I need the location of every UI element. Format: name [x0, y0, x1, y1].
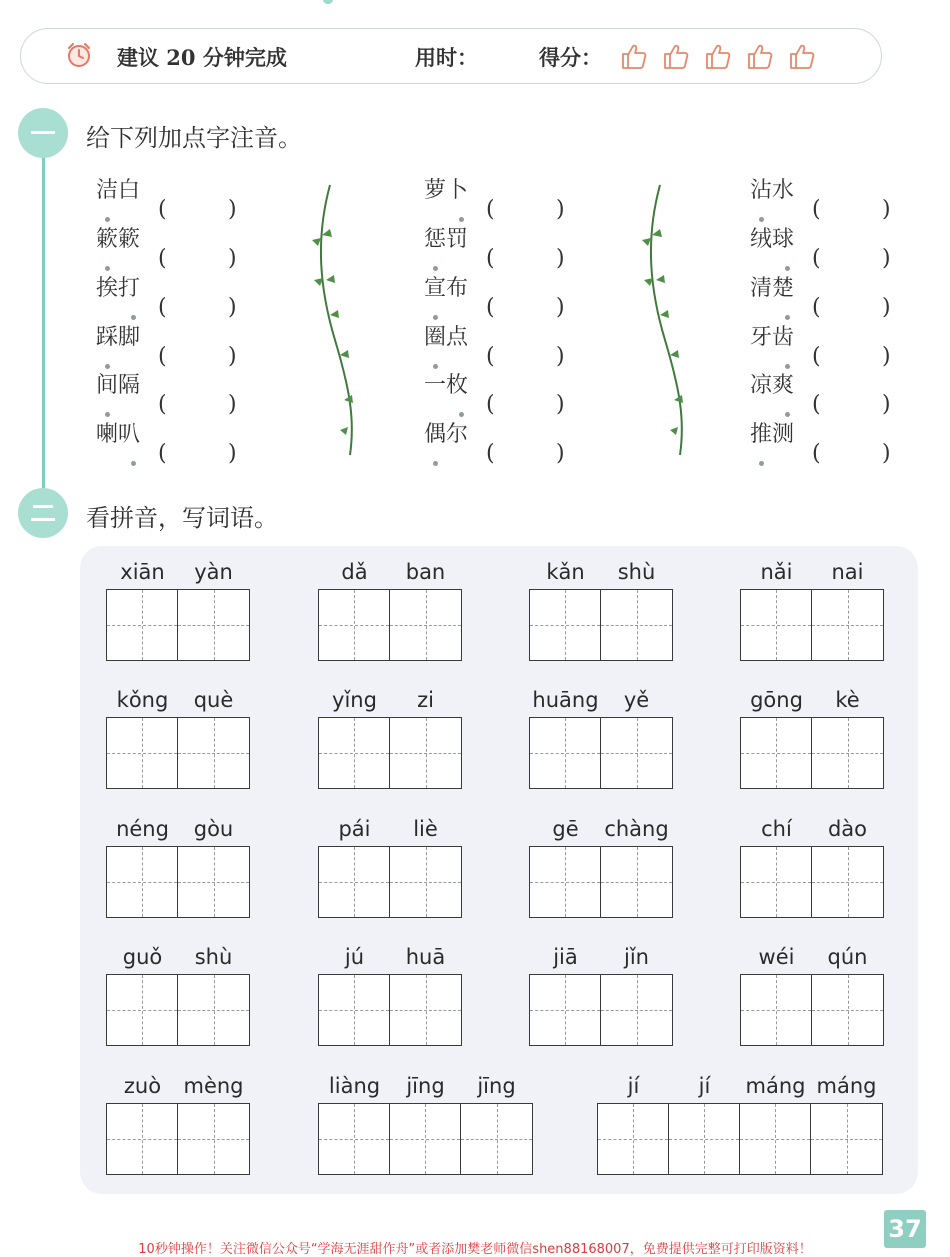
- target-word: 一枚: [424, 373, 469, 398]
- tian-cell[interactable]: [319, 590, 390, 660]
- tian-cell[interactable]: [178, 1104, 249, 1174]
- pinyin-label: gē: [552, 817, 579, 841]
- close-paren: ): [882, 295, 891, 320]
- writing-grid[interactable]: [597, 1103, 883, 1175]
- close-paren: ): [228, 295, 237, 320]
- close-paren: ): [556, 344, 565, 369]
- score-label: 得分：: [539, 45, 602, 70]
- pinyin-label: pái: [338, 817, 371, 841]
- word-item: [96, 173, 238, 222]
- time-suggestion: 建议 20 分钟完成: [117, 45, 287, 70]
- pinyin-label: jí: [627, 1074, 640, 1098]
- tian-cell[interactable]: [107, 975, 178, 1045]
- tian-cell[interactable]: [601, 590, 672, 660]
- tian-cell[interactable]: [107, 718, 178, 788]
- tian-cell[interactable]: [812, 718, 883, 788]
- pinyin-label: nǎi: [760, 560, 793, 584]
- writing-grid[interactable]: [740, 846, 884, 918]
- word-item: [424, 271, 566, 320]
- emphasis-dot: [131, 461, 136, 466]
- page-number: 37: [884, 1210, 926, 1248]
- open-paren: (: [158, 441, 167, 466]
- target-word: 牙齿: [750, 325, 795, 350]
- open-paren: (: [486, 197, 495, 222]
- target-word: 凉爽: [750, 373, 795, 398]
- tian-cell[interactable]: [741, 718, 812, 788]
- pinyin-label: shù: [617, 560, 656, 584]
- writing-grid[interactable]: [318, 1103, 533, 1175]
- close-paren: ): [882, 344, 891, 369]
- pinyin-label: néng: [116, 817, 169, 841]
- emphasis-dot: [759, 461, 764, 466]
- pinyin-label: qún: [827, 945, 868, 969]
- writing-grid[interactable]: [106, 974, 250, 1046]
- tian-cell[interactable]: [178, 718, 249, 788]
- tian-cell[interactable]: [530, 847, 601, 917]
- time-used-label: 用时：: [415, 45, 478, 70]
- section-one-badge: [18, 108, 68, 158]
- word-item: [750, 368, 892, 417]
- close-paren: ): [228, 392, 237, 417]
- pinyin-label: wéi: [758, 945, 795, 969]
- open-paren: (: [812, 246, 821, 271]
- close-paren: ): [882, 441, 891, 466]
- pinyin-label: máng: [816, 1074, 877, 1098]
- close-paren: ): [882, 392, 891, 417]
- vine-decoration: [630, 180, 700, 460]
- pinyin-label: yě: [623, 688, 650, 712]
- word-item: [96, 368, 238, 417]
- close-paren: ): [228, 441, 237, 466]
- word-item: [424, 320, 566, 369]
- close-paren: ): [882, 246, 891, 271]
- tian-cell[interactable]: [107, 847, 178, 917]
- word-item: [96, 417, 238, 466]
- pinyin-label: jú: [344, 945, 365, 969]
- rating-thumbs[interactable]: [619, 41, 817, 71]
- target-word: 洁白: [96, 178, 141, 203]
- thumbs-up-icon[interactable]: [619, 41, 649, 71]
- pinyin-label: huāng: [532, 688, 599, 712]
- close-paren: ): [228, 246, 237, 271]
- writing-grid[interactable]: [106, 717, 250, 789]
- writing-grid[interactable]: [740, 717, 884, 789]
- open-paren: (: [812, 392, 821, 417]
- word-item: [424, 417, 566, 466]
- emphasis-dot: [433, 461, 438, 466]
- tian-cell[interactable]: [178, 975, 249, 1045]
- writing-grid[interactable]: [529, 974, 673, 1046]
- pinyin-label: yàn: [194, 560, 233, 584]
- target-word: 宣布: [424, 276, 469, 301]
- tian-cell[interactable]: [178, 847, 249, 917]
- word-item: [750, 173, 892, 222]
- pinyin-label: jīng: [477, 1074, 516, 1098]
- word-item: [96, 222, 238, 271]
- footer-notice: 10秒钟操作！关注微信公众号“学海无涯甜作舟”或者添加樊老师微信shen88168007，免费提供完整可打印版资料！: [138, 1242, 812, 1257]
- open-paren: (: [812, 441, 821, 466]
- open-paren: (: [486, 295, 495, 320]
- pinyin-label: nai: [831, 560, 864, 584]
- section-two-title: 看拼音，写词语。: [86, 504, 278, 532]
- tian-cell[interactable]: [390, 1104, 461, 1174]
- section-two-badge: [18, 488, 68, 538]
- tian-cell[interactable]: [601, 718, 672, 788]
- thumbs-up-icon[interactable]: [703, 41, 733, 71]
- open-paren: (: [812, 295, 821, 320]
- writing-grid[interactable]: [529, 717, 673, 789]
- pinyin-label: máng: [745, 1074, 806, 1098]
- word-item: [96, 271, 238, 320]
- pinyin-label: zuò: [123, 1074, 162, 1098]
- top-decoration-dot: [323, 0, 333, 4]
- pinyin-label: xiān: [120, 560, 165, 584]
- close-paren: ): [556, 295, 565, 320]
- target-word: 萝卜: [424, 178, 469, 203]
- writing-grid[interactable]: [318, 974, 462, 1046]
- vine-decoration: [300, 180, 370, 460]
- writing-grid[interactable]: [740, 974, 884, 1046]
- target-word: 踩脚: [96, 325, 141, 350]
- pinyin-label: kè: [835, 688, 860, 712]
- target-word: 清楚: [750, 276, 795, 301]
- open-paren: (: [486, 246, 495, 271]
- pinyin-label: què: [193, 688, 234, 712]
- target-word: 挨打: [96, 276, 141, 301]
- pinyin-label: huā: [405, 945, 446, 969]
- word-item: [750, 417, 892, 466]
- open-paren: (: [158, 197, 167, 222]
- tian-cell[interactable]: [598, 1104, 669, 1174]
- tian-cell[interactable]: [741, 847, 812, 917]
- pinyin-label: jīng: [406, 1074, 445, 1098]
- tian-cell[interactable]: [390, 718, 461, 788]
- tian-cell[interactable]: [107, 590, 178, 660]
- tian-cell[interactable]: [390, 975, 461, 1045]
- tian-cell[interactable]: [601, 847, 672, 917]
- word-item: [750, 222, 892, 271]
- open-paren: (: [158, 295, 167, 320]
- tian-cell[interactable]: [669, 1104, 740, 1174]
- writing-grid[interactable]: [529, 846, 673, 918]
- pinyin-label: ban: [405, 560, 446, 584]
- pinyin-label: jiā: [553, 945, 578, 969]
- tian-cell[interactable]: [740, 1104, 811, 1174]
- tian-cell[interactable]: [812, 590, 883, 660]
- tian-cell[interactable]: [107, 1104, 178, 1174]
- word-item: [424, 368, 566, 417]
- tian-cell[interactable]: [319, 847, 390, 917]
- open-paren: (: [158, 344, 167, 369]
- tian-cell[interactable]: [812, 847, 883, 917]
- tian-cell[interactable]: [601, 975, 672, 1045]
- writing-grid[interactable]: [106, 589, 250, 661]
- pinyin-label: gòu: [193, 817, 234, 841]
- pinyin-label: zi: [417, 688, 434, 712]
- tian-cell[interactable]: [319, 975, 390, 1045]
- target-word: 圈点: [424, 325, 469, 350]
- target-word: 推测: [750, 422, 795, 447]
- writing-grid[interactable]: [318, 846, 462, 918]
- pinyin-label: liàng: [328, 1074, 381, 1098]
- pinyin-label: kǎn: [546, 560, 585, 584]
- thumbs-up-icon[interactable]: [787, 41, 817, 71]
- open-paren: (: [158, 392, 167, 417]
- tian-cell[interactable]: [178, 590, 249, 660]
- writing-grid[interactable]: [318, 589, 462, 661]
- open-paren: (: [486, 441, 495, 466]
- tian-cell[interactable]: [319, 718, 390, 788]
- section-connector-line: [42, 152, 45, 492]
- tian-cell[interactable]: [741, 975, 812, 1045]
- target-word: 间隔: [96, 373, 141, 398]
- pinyin-label: yǐng: [332, 688, 377, 712]
- writing-grid[interactable]: [740, 589, 884, 661]
- close-paren: ): [556, 441, 565, 466]
- word-item: [424, 222, 566, 271]
- tian-cell[interactable]: [319, 1104, 390, 1174]
- close-paren: ): [228, 197, 237, 222]
- open-paren: (: [812, 344, 821, 369]
- close-paren: ): [556, 392, 565, 417]
- pinyin-label: guǒ: [122, 945, 163, 969]
- close-paren: ): [556, 197, 565, 222]
- tian-cell[interactable]: [811, 1104, 882, 1174]
- open-paren: (: [812, 197, 821, 222]
- open-paren: (: [486, 392, 495, 417]
- tian-cell[interactable]: [461, 1104, 532, 1174]
- close-paren: ): [882, 197, 891, 222]
- word-item: [96, 320, 238, 369]
- header-bar: [20, 28, 882, 84]
- section-one-title: 给下列加点字注音。: [86, 124, 302, 152]
- tian-cell[interactable]: [812, 975, 883, 1045]
- writing-grid[interactable]: [529, 589, 673, 661]
- thumbs-up-icon[interactable]: [661, 41, 691, 71]
- pinyin-label: jí: [698, 1074, 711, 1098]
- close-paren: ): [228, 344, 237, 369]
- open-paren: (: [486, 344, 495, 369]
- pinyin-label: dǎ: [341, 560, 368, 584]
- pinyin-label: chàng: [604, 817, 669, 841]
- word-item: [424, 173, 566, 222]
- open-paren: (: [158, 246, 167, 271]
- writing-grid[interactable]: [318, 717, 462, 789]
- tian-cell[interactable]: [390, 590, 461, 660]
- word-item: [750, 320, 892, 369]
- target-word: 惩罚: [424, 227, 469, 252]
- target-word: 偶尔: [424, 422, 469, 447]
- tian-cell[interactable]: [390, 847, 461, 917]
- pinyin-label: chí: [761, 817, 792, 841]
- tian-cell[interactable]: [530, 718, 601, 788]
- pinyin-label: mèng: [183, 1074, 244, 1098]
- target-word: 喇叭: [96, 422, 141, 447]
- target-word: 沾水: [750, 178, 795, 203]
- tian-cell[interactable]: [530, 590, 601, 660]
- writing-grid[interactable]: [106, 846, 250, 918]
- pinyin-label: dào: [827, 817, 868, 841]
- word-item: [750, 271, 892, 320]
- writing-grid[interactable]: [106, 1103, 250, 1175]
- alarm-clock-icon: [65, 41, 93, 69]
- thumbs-up-icon[interactable]: [745, 41, 775, 71]
- tian-cell[interactable]: [530, 975, 601, 1045]
- tian-cell[interactable]: [741, 590, 812, 660]
- pinyin-label: liè: [413, 817, 438, 841]
- target-word: 绒球: [750, 227, 795, 252]
- target-word: 簌簌: [96, 227, 141, 252]
- pinyin-label: gōng: [750, 688, 803, 712]
- pinyin-label: jǐn: [624, 945, 649, 969]
- pinyin-label: kǒng: [116, 688, 169, 712]
- close-paren: ): [556, 246, 565, 271]
- pinyin-label: shù: [194, 945, 233, 969]
